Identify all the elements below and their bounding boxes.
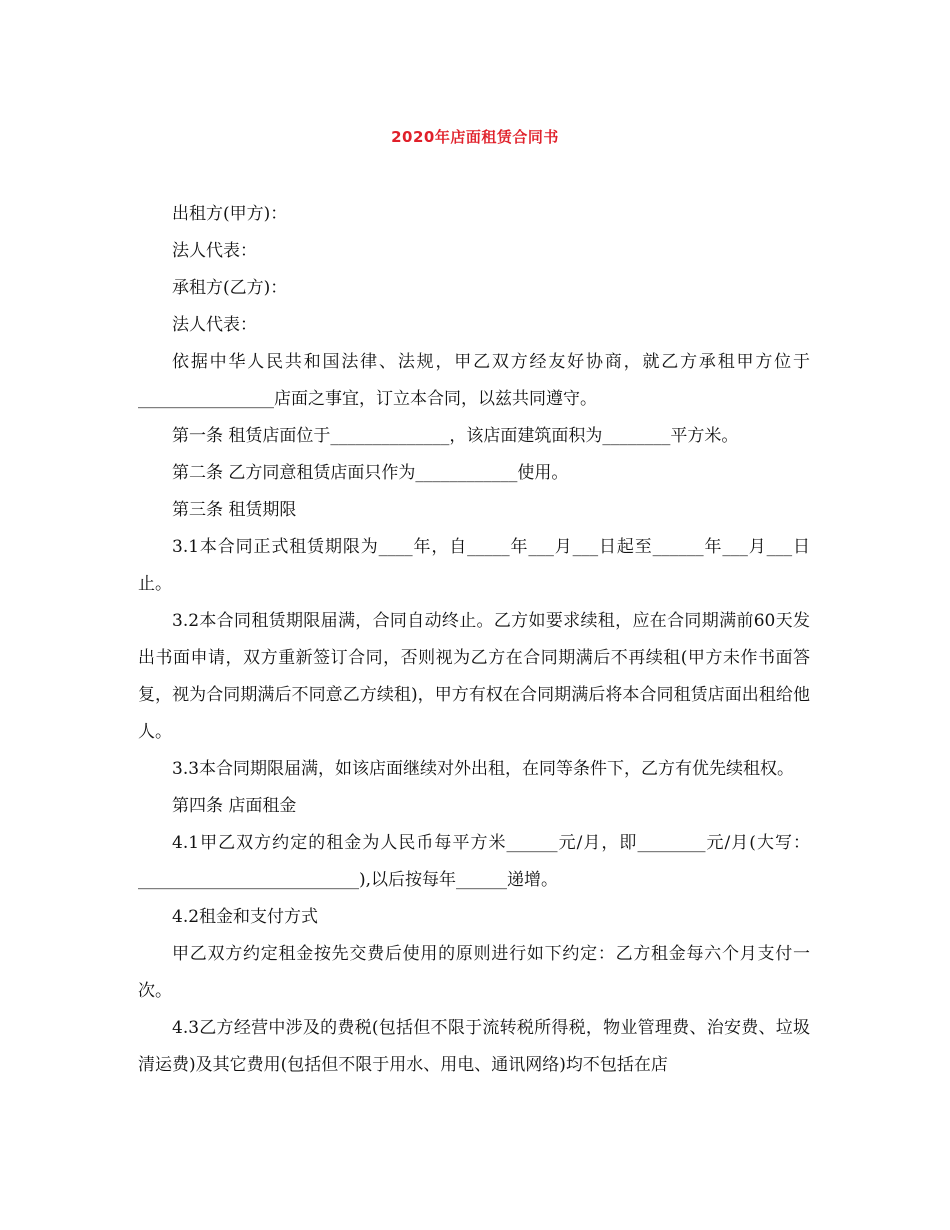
- paragraph-preamble: 依据中华人民共和国法律、法规，甲乙双方经友好协商，就乙方承租甲方位于________________店面之事宜，订立本合同，以兹共同遵守。: [138, 352, 810, 409]
- paragraph-lessee-representative: 法人代表：: [172, 315, 257, 335]
- paragraph-lessor: 出租方(甲方)：: [172, 204, 288, 224]
- paragraph-article-2: 第二条 乙方同意租赁店面只作为____________使用。: [172, 463, 569, 483]
- paragraph-clause-3-2: 3.2本合同租赁期限届满，合同自动终止。乙方如要求续租，应在合同期满前60天发出书面申请，双方重新签订合同，否则视为乙方在合同期满后不再续租(甲方未作书面答复，视为合同期满后不同意乙方续租)，甲方有权在合同期满后将本合同租赁店面出租给他人。: [138, 611, 810, 742]
- document-body: [138, 196, 810, 1084]
- paragraph-clause-3-1: 3.1本合同正式租赁期限为____年，自_____年___月___日起至______年___月___日止。: [138, 537, 810, 594]
- document-title: 2020年店面租赁合同书: [391, 128, 559, 146]
- paragraph-article-4-heading: 第四条 店面租金: [172, 796, 297, 816]
- paragraph-clause-4-2: 4.2租金和支付方式: [172, 907, 319, 927]
- paragraph-clause-4-3: 4.3乙方经营中涉及的费税(包括但不限于流转税所得税，物业管理费、治安费、垃圾清运费)及其它费用(包括但不限于用水、用电、通讯网络)均不包括在店: [138, 1018, 810, 1075]
- paragraph-lessee: 承租方(乙方)：: [172, 278, 288, 298]
- paragraph-article-3-heading: 第三条 租赁期限: [172, 500, 297, 520]
- paragraph-lessor-representative: 法人代表：: [172, 241, 257, 261]
- paragraph-payment-terms: 甲乙双方约定租金按先交费后使用的原则进行如下约定：乙方租金每六个月支付一次。: [138, 944, 810, 1001]
- paragraph-clause-4-1: 4.1甲乙双方约定的租金为人民币每平方米______元/月，即________元/月(大写：__________________________),以后按每年______递增。: [138, 833, 810, 890]
- paragraph-article-1: 第一条 租赁店面位于______________，该店面建筑面积为________平方米。: [172, 426, 739, 446]
- paragraph-clause-3-3: 3.3本合同期限届满，如该店面继续对外出租，在同等条件下，乙方有优先续租权。: [172, 759, 795, 779]
